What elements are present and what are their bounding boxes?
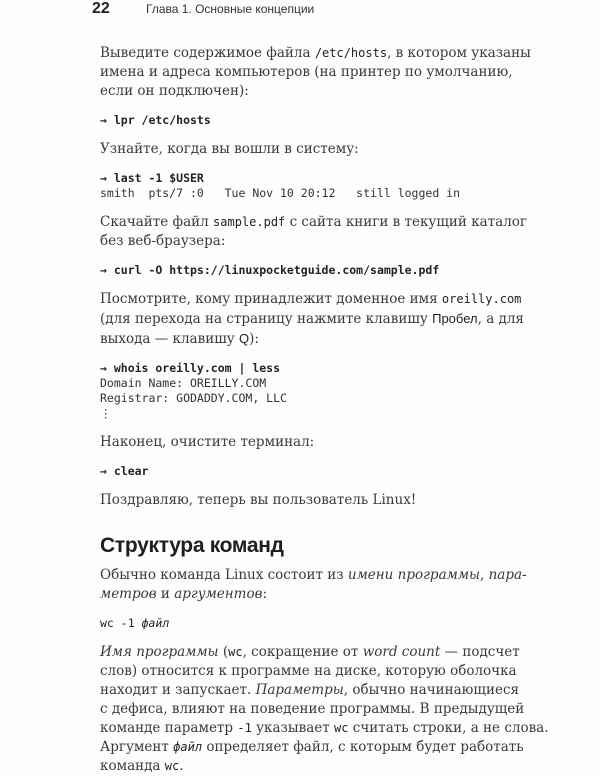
code-block-curl bbox=[100, 263, 522, 278]
inline-code: файл bbox=[173, 740, 203, 754]
command-output: Registrar: GODADDY.COM, LLC bbox=[100, 391, 287, 405]
inline-code: wc bbox=[334, 721, 349, 735]
section-heading: Структура команд bbox=[100, 534, 284, 557]
inline-code: oreilly.com bbox=[441, 292, 522, 306]
command-output: smith pts/7 :0 Tue Nov 10 20:12 still logged in bbox=[100, 186, 461, 200]
command-output: Domain Name: OREILLY.COM bbox=[100, 376, 267, 390]
section-intro: Обычно команда Linux состоит из имени программы, пара- метров и аргументов: bbox=[100, 567, 527, 602]
command-line: → clear bbox=[100, 464, 149, 478]
inline-code: wc bbox=[228, 645, 243, 659]
key-name: Q bbox=[238, 331, 250, 346]
clear-paragraph: Наконец, очистите терминал: bbox=[100, 434, 315, 450]
command-line: → last -1 $USER bbox=[100, 171, 204, 185]
inline-code: /etc/hosts bbox=[314, 46, 388, 60]
command-line: → whois oreilly.com | less bbox=[100, 361, 281, 375]
vertical-ellipsis: ⋮ bbox=[100, 406, 112, 420]
command-line: → curl -O https://linuxpocketguide.com/sample.pdf bbox=[100, 263, 440, 277]
code-block-last bbox=[100, 171, 522, 201]
syntax-arg: файл bbox=[141, 616, 170, 630]
syntax-example: wc -1 файл bbox=[100, 616, 170, 630]
page-content bbox=[100, 44, 549, 776]
inline-code: wc bbox=[164, 759, 180, 773]
download-paragraph: Скачайте файл sample.pdf с сайта книги в текущий каталог без веб-браузера: bbox=[100, 214, 527, 249]
running-title: Глава 1. Основные концепции bbox=[146, 2, 315, 16]
hosts-paragraph: Выведите содержимое файла /etc/hosts, в котором указаны имена и адреса компьютеров (на принтер по умолчанию, если он подключен): bbox=[100, 45, 531, 99]
code-block-lpr bbox=[100, 113, 522, 128]
inline-code: sample.pdf bbox=[213, 215, 286, 229]
inline-code: -1 bbox=[237, 721, 252, 735]
section-body: Имя программы (wc, сокращение от word count — подсчет слов) относится к программе на диске, которую оболочка находит и запускает. Параметры, обычно начинающиеся с дефиса, влияют на поведение программы. В предыдущей команде параметр -1 указывает wc считать строки, а не слова. Аргумент файл определяет файл, с которым будет работать команда wc. bbox=[100, 644, 549, 774]
command-line: → lpr /etc/hosts bbox=[100, 113, 211, 127]
key-name: Пробел bbox=[432, 311, 478, 326]
code-block-clear bbox=[100, 464, 522, 479]
page-number: 22 bbox=[92, 0, 110, 17]
code-block-whois bbox=[100, 361, 522, 421]
congrats-paragraph: Поздравляю, теперь вы пользователь Linux! bbox=[100, 492, 417, 508]
whois-paragraph: Посмотрите, кому принадлежит доменное имя oreilly.com (для перехода на страницу нажмите клавишу Пробел, а для выхода — клавишу Q): bbox=[100, 291, 524, 347]
login-paragraph: Узнайте, когда вы вошли в систему: bbox=[100, 141, 359, 157]
page-header bbox=[92, 0, 314, 20]
